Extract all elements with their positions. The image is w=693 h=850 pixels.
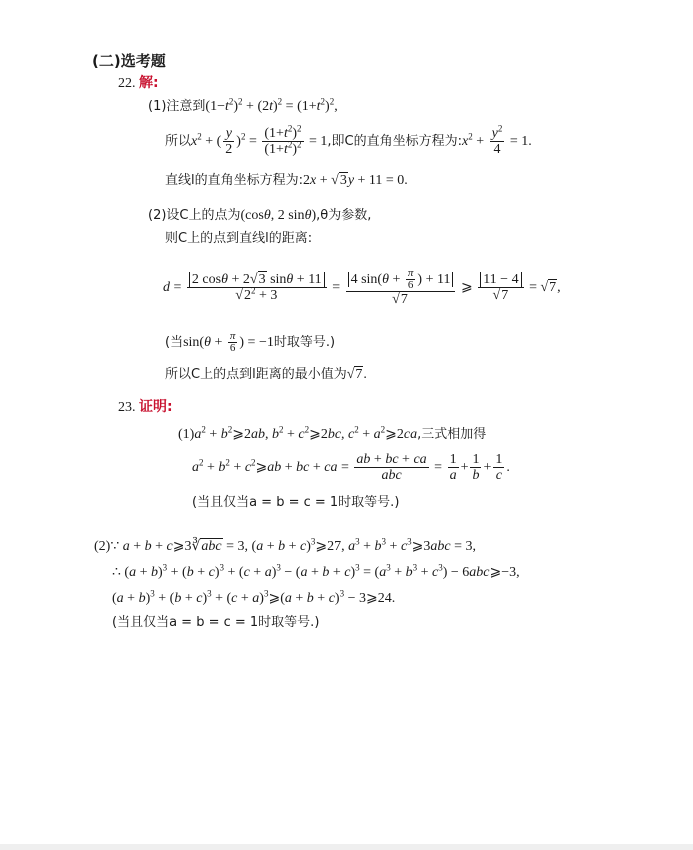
q23-label: 证明: [139,399,173,415]
q22-line-4-suffix: ,θ为参数, [316,208,372,223]
q22-label: 解: [139,75,159,91]
q23-header [118,398,173,417]
q22-line-4 [148,207,371,225]
q23-line-1 [178,426,486,444]
q22-equality-condition: sin(θ + $\frac{\pi}{6}$ ) = −1 [183,330,274,355]
q22-line-7 [165,326,335,360]
q22-min-value: √7. [346,367,367,382]
q22-point: (cosθ, 2 sinθ) [240,208,317,223]
q22-line-8-text: 所以C上的点到l距离的最小值为 [165,367,347,382]
q22-equation-sum: $x^2$ + ( $\frac{y}{2}$ )$^2$ = $\frac{(1+t^2)^2}{(1+t^2)^2}$ = 1 [191,123,328,158]
q22-distance: d = $\frac{2 \cos\theta + 2√3 \sin\theta + 11}{√2^2 + 3}$ = 4 sin(θ + $\frac{\pi}{6}$ ) + 11 √7 ⩾ $\frac{11 - 4}{√7}$ = √7, [163,267,561,308]
q22-line-equation: 2x + √3y + 11 = 0. [303,173,408,188]
q22-line-8 [165,366,367,384]
q22-line-3 [165,172,408,190]
q22-identity: $(1-t^2)^2 + (2t)^2 = (1+t^2)^2$, [205,96,338,114]
q23-line-4: (2)∵ a + b + c⩾3∛abc = 3, $(a + b + c)^3⩾27$, $a^3 + b^3$ + $c^3⩾3abc = 3$, [94,536,477,554]
page-bottom-edge [0,844,693,850]
q22-line-2-prefix: 所以 [165,134,192,149]
q23-number: 23. [118,400,136,415]
q23-line-7: (当且仅当a = b = c = 1时取等号.) [112,615,320,630]
q23-line-3: (当且仅当a = b = c = 1时取等号.) [192,495,400,510]
q23-line-1-suffix: ,三式相加得 [417,427,487,442]
q22-cartesian-c: $x^2$ + $\frac{y^2}{4}$ = 1. [462,123,532,158]
q22-line-2-mid: ,即C的直角坐标方程为: [327,134,462,149]
q23-inequalities: $(1)a^2$ + $b^2⩾2ab$, $b^2$ + $c^2⩾2bc$, $c^2$ + $a^2⩾2ca$ [178,424,418,442]
q23-line-2: $a^2 + b^2$ + $c^2⩾ab$ + bc + ca = ab + bc + ca abc = $\frac{1}{a}$ + $\frac{1}{b}$ + $\frac{1}{c}$ . [192,452,510,484]
section-heading: (二)选考题 [92,52,166,70]
q22-line-4-text: (2)设C上的点为 [148,208,241,223]
q22-line-7-suffix: 时取等号.) [273,335,336,350]
q22-line-5: 则C上的点到直线l的距离: [165,231,313,246]
q22-line-1-text: (1)注意到 [148,99,206,114]
q22-line-1 [148,98,338,116]
q23-line-5: ∴ $(a + b)^3 + (b + c)^3 + (c + a)^3 - (a + b + c)^3 = (a^3 + b^3 + c^3)$ − 6abc⩾−3, [112,562,520,580]
q22-header [118,74,159,93]
q23-line-6: $(a + b)^3 + (b + c)^3 + (c$ + $a)^3⩾(a + b + c)^3$ − 3⩾24. [112,588,396,606]
q22-line-7-prefix: (当 [165,335,184,350]
q22-number: 22. [118,76,136,91]
q22-line-2 [165,122,532,162]
q22-line-3-text: 直线l的直角坐标方程为: [165,173,303,188]
